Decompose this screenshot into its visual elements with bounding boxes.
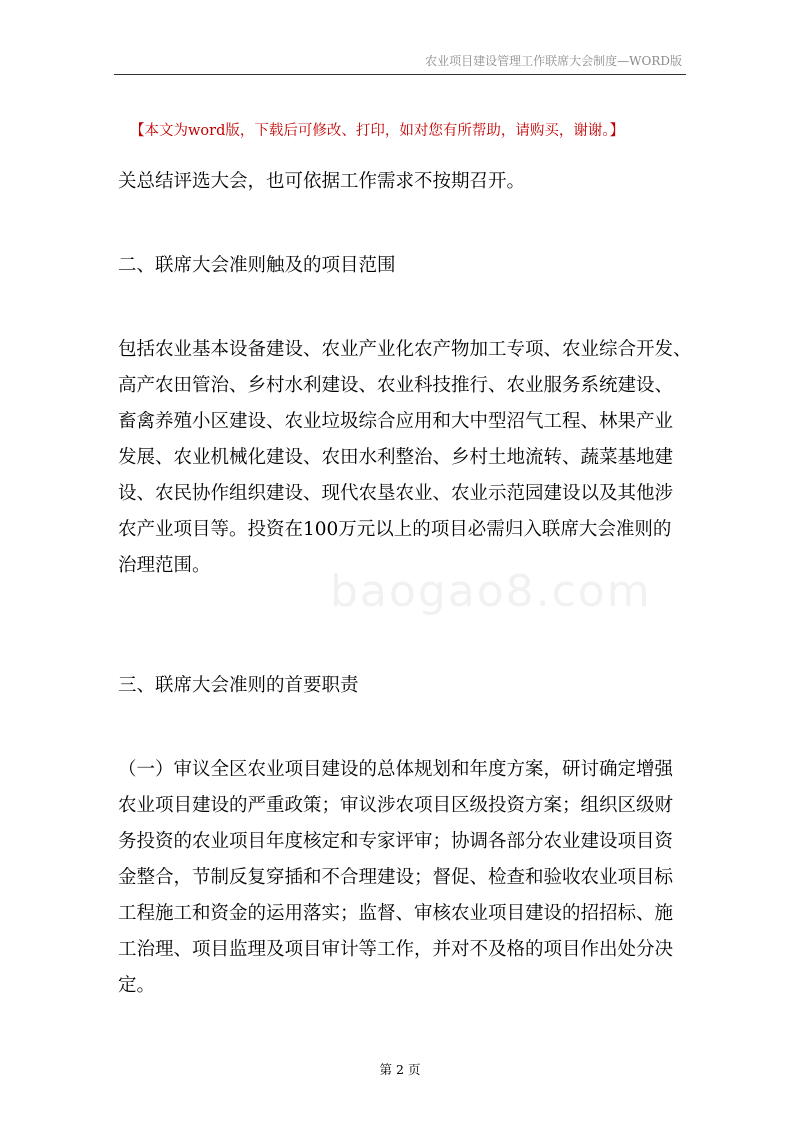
paragraph-scope: [118, 332, 692, 584]
text-line: 畜禽养殖小区建设、农业垃圾综合应用和大中型沼气工程、林果产业: [118, 411, 674, 432]
section-heading-3: [118, 668, 684, 704]
text-line: 金整合，节制反复穿插和不合理建设；督促、检查和验收农业项目标: [118, 867, 674, 888]
text-line: 三、联席大会准则的首要职责: [118, 675, 359, 696]
document-header-title: 农业项目建设管理工作联席大会制度—WORD版: [425, 54, 682, 68]
text-line: 发展、农业机械化建设、农田水利整治、乡村土地流转、蔬菜基地建: [118, 447, 674, 468]
text-line: 农产业项目等。投资在100万元以上的项目必需归入联席大会准则的: [118, 519, 672, 540]
header-divider: [114, 74, 686, 75]
paragraph-duties: [118, 752, 684, 1004]
watermark-text: baogao8.com: [330, 566, 652, 617]
section-heading-2: [118, 248, 684, 284]
paragraph-continuation: [118, 164, 684, 200]
text-line: 定。: [118, 975, 156, 996]
text-line: 工治理、项目监理及项目审计等工作，并对不及格的项目作出处分决: [118, 939, 674, 960]
text-line: 关总结评选大会，也可依据工作需求不按期召开。: [118, 171, 526, 192]
text-line: 设、农民协作组织建设、现代农垦农业、农业示范园建设以及其他涉: [118, 483, 674, 504]
text-line: （一）审议全区农业项目建设的总体规划和年度方案，研讨确定增强: [118, 759, 674, 780]
text-line: 农业项目建设的严重政策；审议涉农项目区级投资方案；组织区级财: [118, 795, 674, 816]
text-line: 务投资的农业项目年度核定和专家评审；协调各部分农业建设项目资: [118, 831, 674, 852]
text-line: 治理范围。: [118, 555, 211, 576]
download-notice: 【本文为word版，下载后可修改、打印，如对您有所帮助，请购买，谢谢。】: [130, 123, 625, 139]
text-line: 工程施工和资金的运用落实；监督、审核农业项目建设的招招标、施: [118, 903, 674, 924]
text-line: 二、联席大会准则触及的项目范围: [118, 255, 396, 276]
page-number: 第 2 页: [379, 1062, 421, 1077]
text-line: 高产农田管治、乡村水利建设、农业科技推行、农业服务系统建设、: [118, 375, 674, 396]
text-line: 包括农业基本设备建设、农业产业化农产物加工专项、农业综合开发、: [118, 339, 692, 360]
